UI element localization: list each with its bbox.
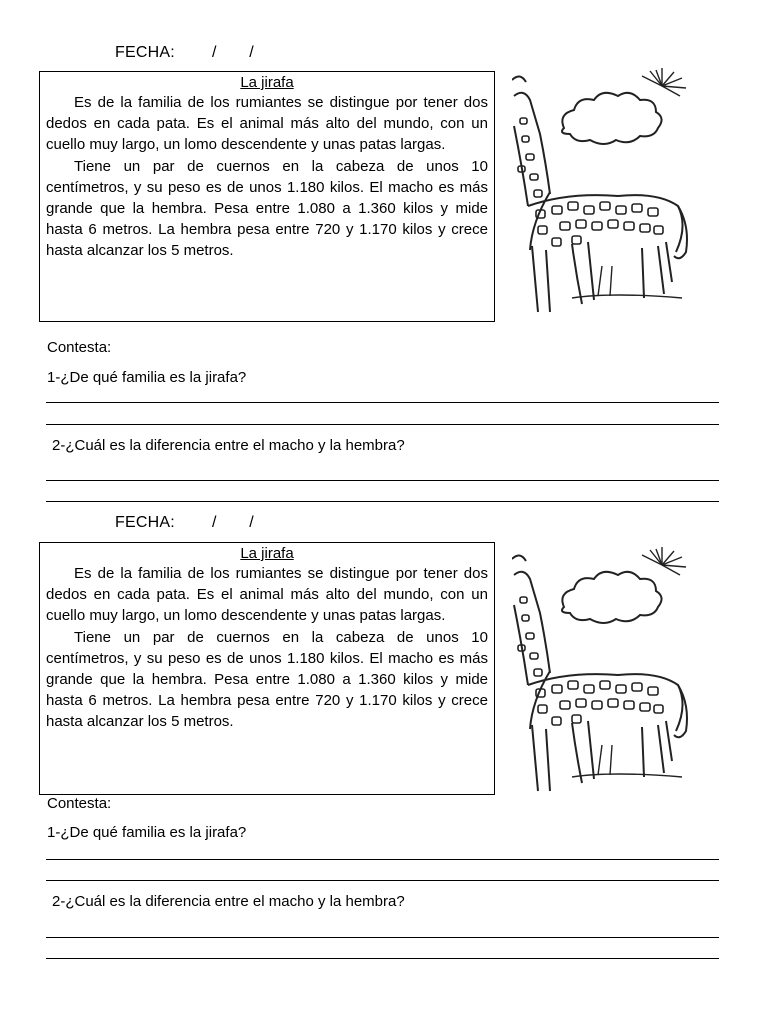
date-label: FECHA: / / <box>115 514 254 531</box>
answer-prompt: Contesta: <box>47 339 112 356</box>
question-2: 2-¿Cuál es la diferencia entre el macho y la hembra? <box>52 437 405 454</box>
question-1: 1-¿De qué familia es la jirafa? <box>47 369 247 386</box>
question-1: 1-¿De qué familia es la jirafa? <box>47 824 247 841</box>
reading-paragraph-2: Tiene un par de cuernos en la cabeza de unos 10 centímetros, y su peso es de unos 1.180 kilos. El macho es más grande que la hembra. Pesa entre 1.080 a 1.360 kilos y mide hasta 6 metros. La hembra pesa entre 720 y 1.170 kilos y crece hasta alcanzar los 5 metros. <box>46 157 488 260</box>
answer-line-1b[interactable] <box>46 880 719 881</box>
reading-title: La jirafa <box>240 545 294 562</box>
date-label: FECHA: / / <box>115 44 254 61</box>
reading-paragraph-1: Es de la familia de los rumiantes se distingue por tener dos dedos en cada pata. Es el animal más alto del mundo, con un cuello muy largo, un lomo descendente y unas patas largas. <box>46 94 488 154</box>
reading-box <box>39 542 495 795</box>
reading-paragraph-1: Es de la familia de los rumiantes se distingue por tener dos dedos en cada pata. Es el animal más alto del mundo, con un cuello muy largo, un lomo descendente y unas patas largas. <box>46 565 488 625</box>
answer-line-1a[interactable] <box>46 859 719 860</box>
question-2: 2-¿Cuál es la diferencia entre el macho y la hembra? <box>52 893 405 910</box>
reading-paragraph-2: Tiene un par de cuernos en la cabeza de unos 10 centímetros, y su peso es de unos 1.180 kilos. El macho es más grande que la hembra. Pesa entre 1.080 a 1.360 kilos y mide hasta 6 metros. La hembra pesa entre 720 y 1.170 kilos y crece hasta alcanzar los 5 metros. <box>46 628 488 731</box>
answer-line-2b[interactable] <box>46 958 719 959</box>
reading-title: La jirafa <box>240 74 294 91</box>
giraffe-illustration <box>512 545 692 797</box>
answer-prompt: Contesta: <box>47 795 112 812</box>
answer-line-2a[interactable] <box>46 937 719 938</box>
